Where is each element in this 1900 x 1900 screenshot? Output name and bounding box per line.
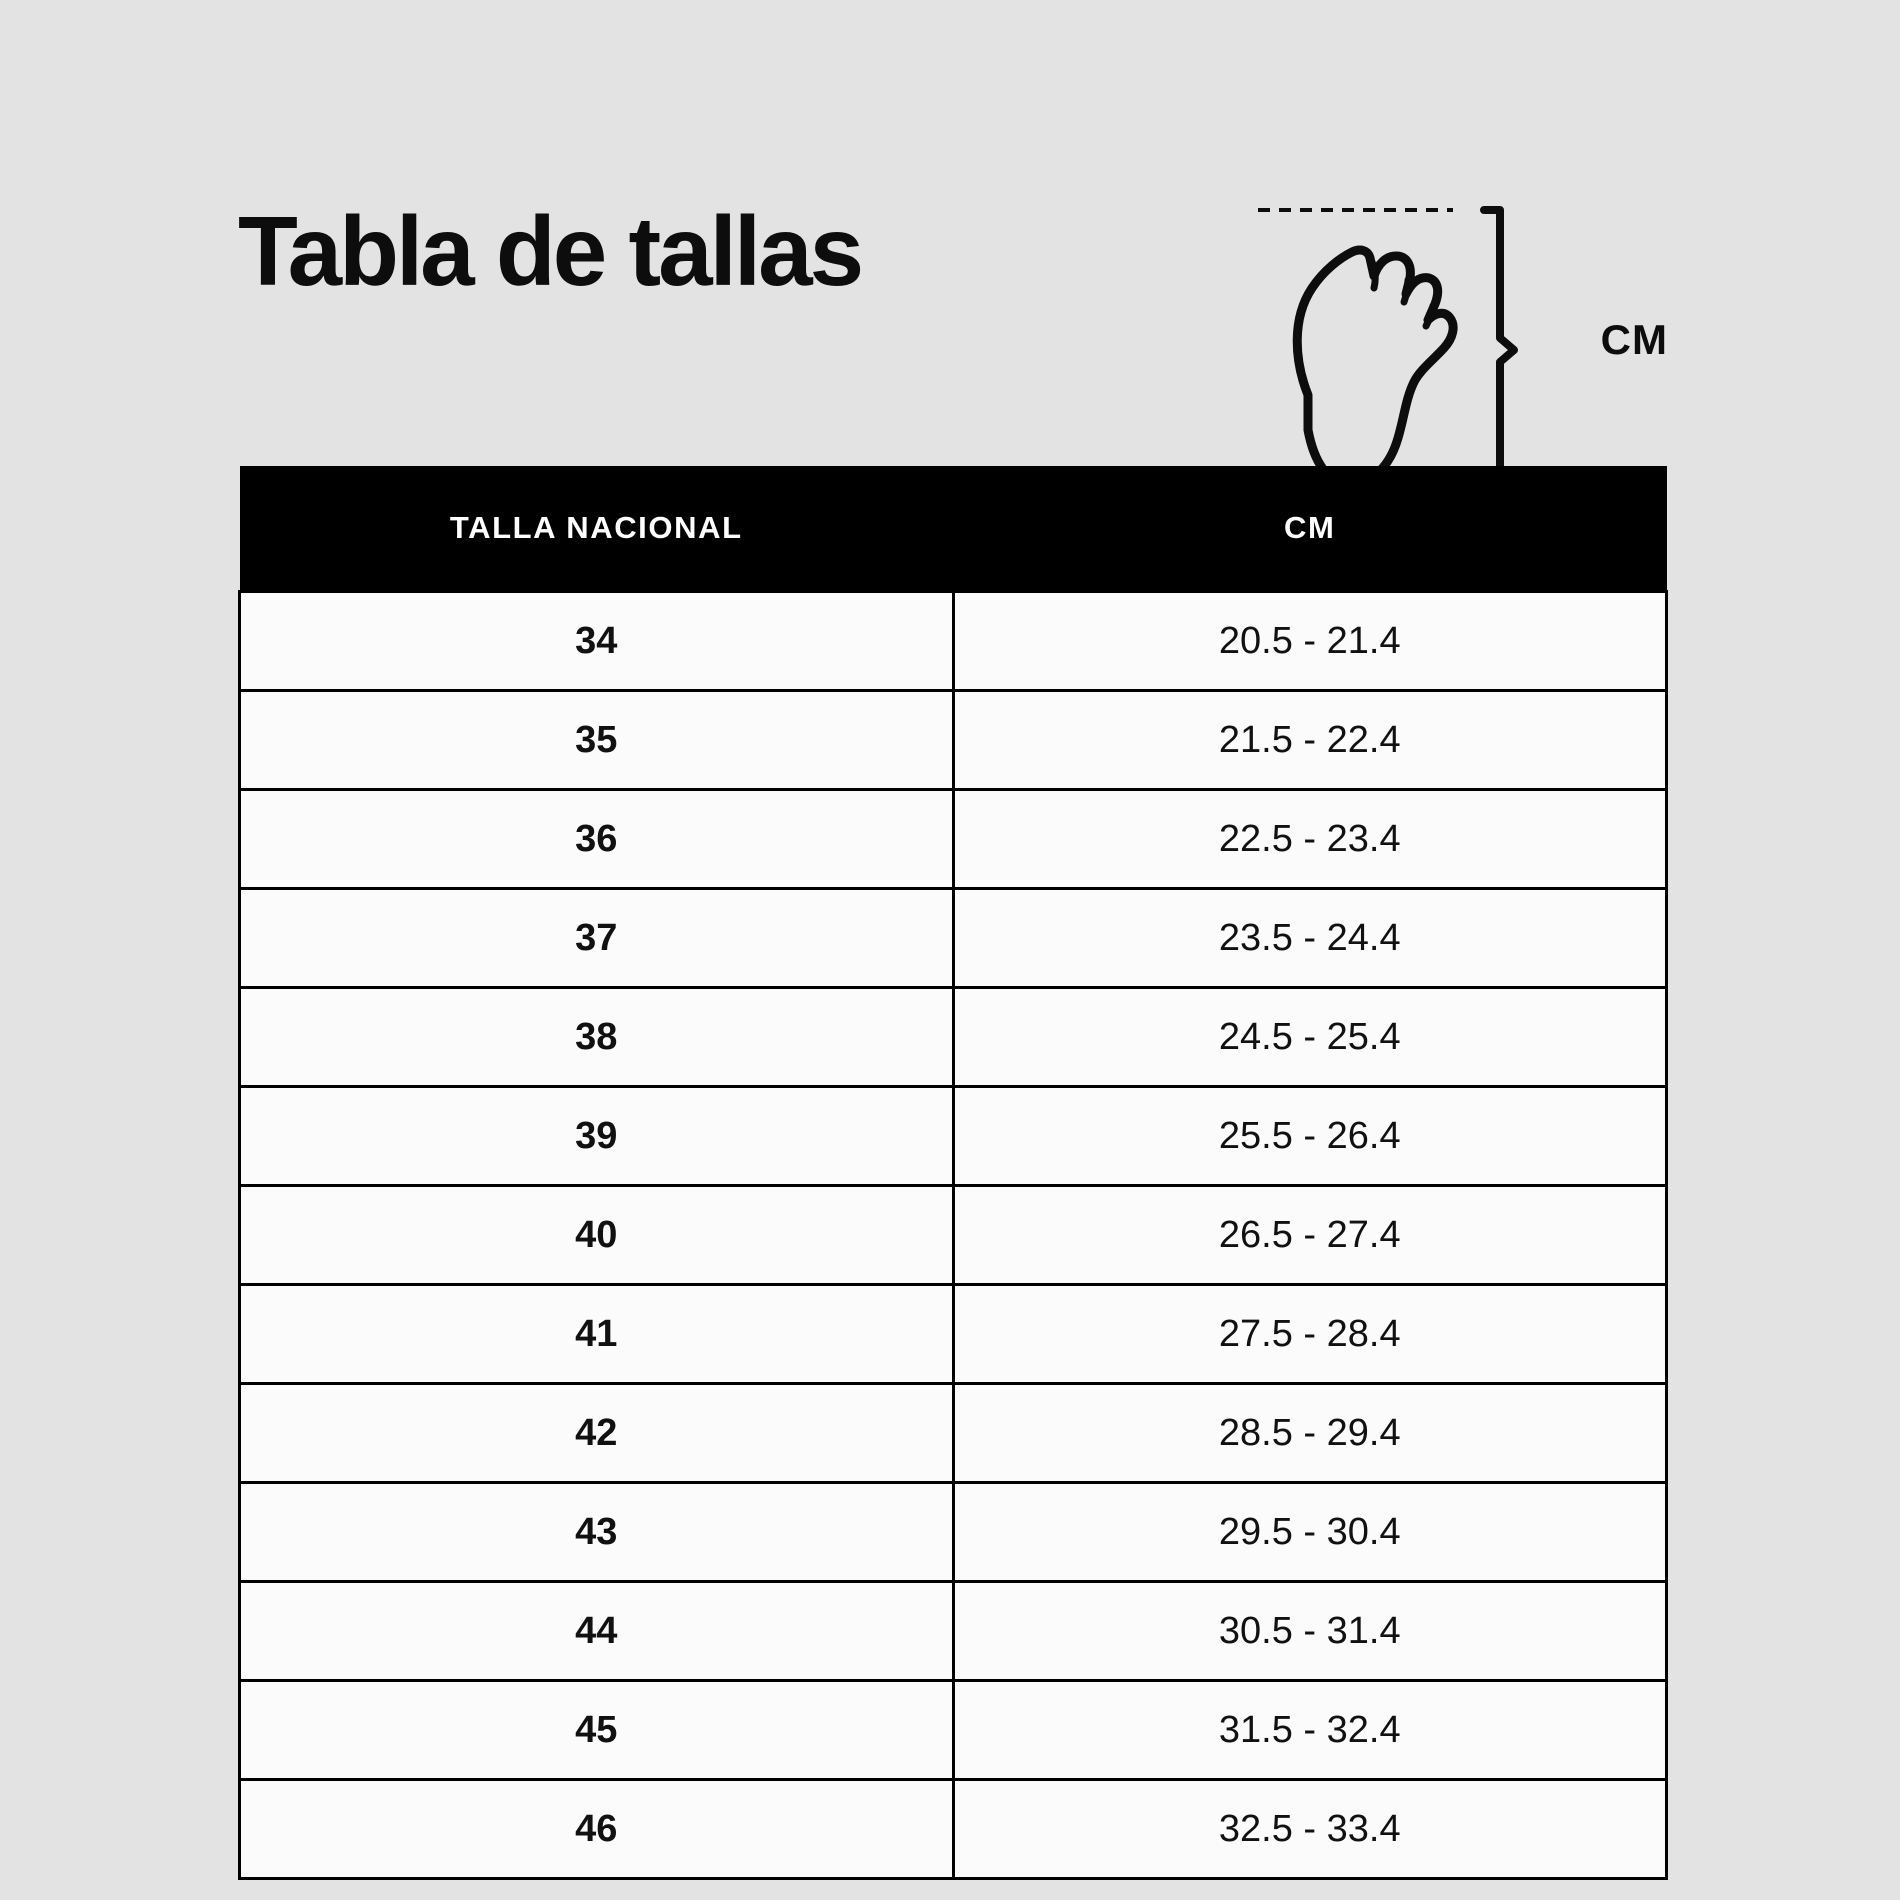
cell-cm: 24.5 - 25.4	[953, 988, 1667, 1087]
table-body	[240, 592, 1667, 1879]
cell-cm: 32.5 - 33.4	[953, 1780, 1667, 1879]
cell-talla: 46	[240, 1780, 954, 1879]
table-row	[240, 1186, 1667, 1285]
table-header-row	[240, 466, 1667, 592]
table-row	[240, 1483, 1667, 1582]
foot-measurement-diagram	[1248, 190, 1668, 510]
cell-talla: 41	[240, 1285, 954, 1384]
cell-cm: 29.5 - 30.4	[953, 1483, 1667, 1582]
table-row	[240, 790, 1667, 889]
cell-talla: 38	[240, 988, 954, 1087]
cell-talla: 39	[240, 1087, 954, 1186]
table-row	[240, 1780, 1667, 1879]
cm-measure-label: CM	[1600, 316, 1668, 363]
cell-talla: 36	[240, 790, 954, 889]
cell-cm: 23.5 - 24.4	[953, 889, 1667, 988]
cell-cm: 22.5 - 23.4	[953, 790, 1667, 889]
cell-cm: 30.5 - 31.4	[953, 1582, 1667, 1681]
cell-talla: 43	[240, 1483, 954, 1582]
table-row	[240, 1384, 1667, 1483]
cell-talla: 45	[240, 1681, 954, 1780]
column-header-talla-nacional: TALLA NACIONAL	[240, 466, 954, 592]
table-row	[240, 1681, 1667, 1780]
table-row	[240, 988, 1667, 1087]
cell-talla: 40	[240, 1186, 954, 1285]
table-row	[240, 691, 1667, 790]
cell-cm: 21.5 - 22.4	[953, 691, 1667, 790]
table-header	[240, 466, 1667, 592]
cell-cm: 25.5 - 26.4	[953, 1087, 1667, 1186]
cell-talla: 37	[240, 889, 954, 988]
cell-cm: 20.5 - 21.4	[953, 592, 1667, 691]
cell-talla: 35	[240, 691, 954, 790]
cell-talla: 34	[240, 592, 954, 691]
column-header-cm: CM	[953, 466, 1667, 592]
cell-talla: 42	[240, 1384, 954, 1483]
cell-talla: 44	[240, 1582, 954, 1681]
cell-cm: 26.5 - 27.4	[953, 1186, 1667, 1285]
table-row	[240, 1582, 1667, 1681]
table-row	[240, 1087, 1667, 1186]
cell-cm: 31.5 - 32.4	[953, 1681, 1667, 1780]
page-header	[238, 190, 1668, 450]
table-row	[240, 1285, 1667, 1384]
page-title: Tabla de tallas	[238, 196, 862, 306]
cell-cm: 28.5 - 29.4	[953, 1384, 1667, 1483]
table-row	[240, 592, 1667, 691]
cell-cm: 27.5 - 28.4	[953, 1285, 1667, 1384]
table-row	[240, 889, 1667, 988]
size-table	[238, 466, 1668, 1880]
